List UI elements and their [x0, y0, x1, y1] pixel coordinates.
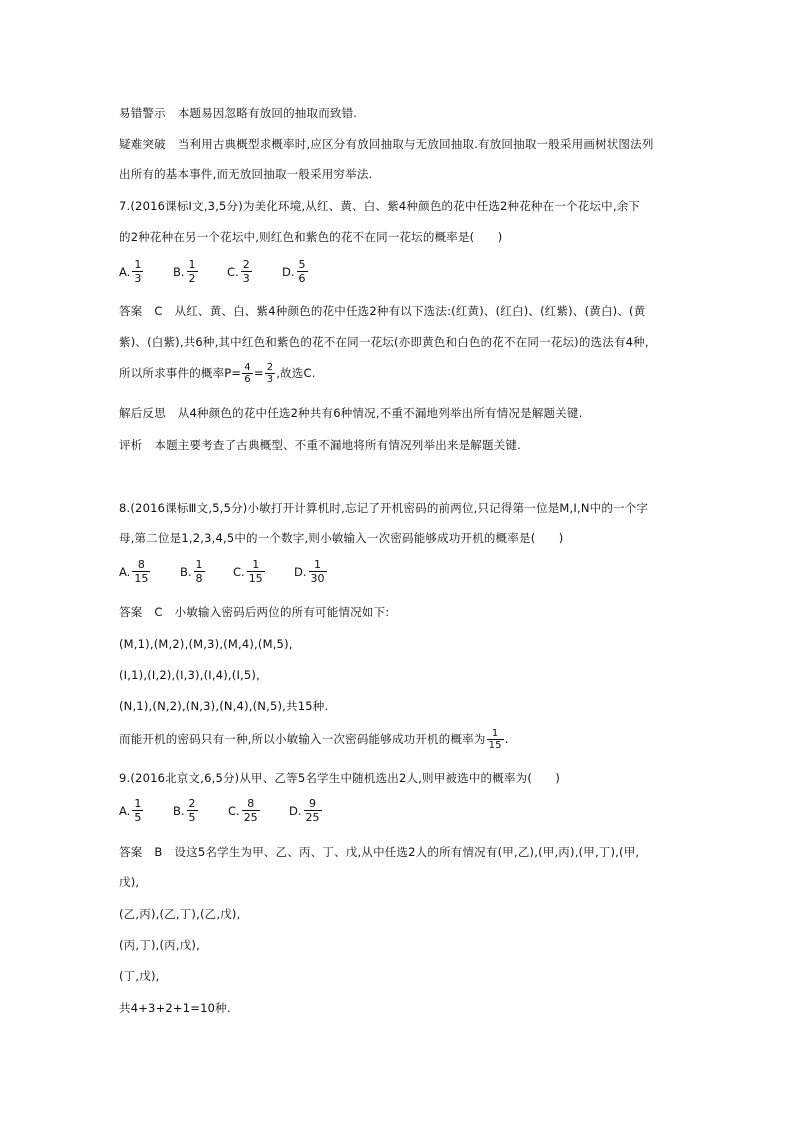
warning-text: 本题易因忽略有放回的抽取而致错.: [177, 106, 358, 120]
q9-list-line-1: [119, 906, 240, 922]
q8-final-line: [119, 728, 509, 751]
q9-answer-text-2: 戊),: [119, 875, 140, 889]
q8-stem-line-1: [119, 500, 648, 516]
q8-final-post: .: [504, 732, 509, 746]
q9-stem-line: [119, 770, 560, 786]
q7-answer-line-1: [119, 303, 645, 319]
q9-total: 共4+3+2+1=10种.: [119, 1001, 231, 1015]
q7-answer-text-3-post: ,故选C.: [276, 366, 316, 380]
breakthrough-line-2: [119, 166, 372, 182]
q8-stem-2: 母,第二位是1,2,3,4,5中的一个数字,则小敏输入一次密码能够成功开机的概率是( ): [119, 531, 564, 545]
q8-stem-1: 8.(2016课标Ⅲ文,5,5分)小敏打开计算机时,忘记了开机密码的前两位,只记得第一位是M,I,N中的一个字: [119, 501, 649, 515]
q7-option-d: D. $\frac{5}{6}$: [282, 258, 306, 285]
q8-list-line-2: [119, 667, 260, 683]
q9-total-line: [119, 1000, 231, 1016]
q7-answer-text-1: 从红、黄、白、紫4种颜色的花中任选2种有以下选法:(红黄)、(红白)、(红紫)、(黄白)、(黄: [174, 304, 646, 318]
q9-stem: 9.(2016北京文,6,5分)从甲、乙等5名学生中随机选出2人,则甲被选中的概率为( ): [119, 771, 561, 785]
q8-option-b: B. $\frac{1}{8}$: [180, 558, 203, 585]
breakthrough-text-1: 当利用古典概型求概率时,应区分有放回抽取与无放回抽取.有放回抽取一般采用画树状图法列: [177, 137, 654, 151]
breakthrough-label: 疑难突破: [119, 137, 166, 151]
q9-option-d: D. $\frac{9}{25}$: [289, 797, 320, 824]
q8-answer-letter: C: [154, 605, 163, 619]
q7-equals: =: [253, 366, 264, 380]
q7-option-c: C. $\frac{2}{3}$: [227, 258, 250, 285]
breakthrough-line-1: [119, 136, 654, 152]
q8-stem-line-2: [119, 530, 564, 546]
q9-option-b: B. $\frac{2}{5}$: [173, 797, 196, 824]
warning-label: 易错警示: [119, 106, 166, 120]
q7-answer-text-2: 紫)、(白紫),共6种,其中红色和紫色的花不在同一花坛(亦即黄色和白色的花不在同一花坛)的选法有4种,: [119, 335, 649, 349]
q9-list-line-2: [119, 937, 200, 953]
q8-option-d: D. $\frac{1}{30}$: [294, 558, 325, 585]
q8-answer-line-1: [119, 604, 389, 620]
q8-answer-text-1: 小敏输入密码后两位的所有可能情况如下:: [174, 605, 390, 619]
q8-final-pre: 而能开机的密码只有一种,所以小敏输入一次密码能够成功开机的概率为: [119, 732, 486, 746]
q8-final-fraction: $\frac{1}{15}$: [488, 728, 502, 751]
q9-answer-line-1: [119, 844, 639, 860]
q7-comment-line: [119, 437, 521, 453]
q7-answer-letter: C: [154, 304, 163, 318]
q7-answer-text-3-pre: 所以所求事件的概率P=: [119, 366, 242, 380]
q8-list-line-1: [119, 636, 293, 652]
q8-option-c: C. $\frac{1}{15}$: [233, 558, 263, 585]
q9-option-c: C. $\frac{8}{25}$: [228, 797, 258, 824]
q9-list-3: (丁,戊),: [119, 969, 160, 983]
q9-answer-label: 答案: [119, 845, 143, 859]
q9-list-1: (乙,丙),(乙,丁),(乙,戊),: [119, 907, 241, 921]
q9-list-line-3: [119, 968, 159, 984]
q7-answer-line-2: [119, 334, 649, 350]
q7-fraction-4-6: $\frac{4}{6}$: [244, 362, 251, 385]
warning-line: [119, 105, 357, 121]
q7-comment-text: 本题主要考查了古典概型、不重不漏地将所有情况列举出来是解题关键.: [154, 438, 521, 452]
q9-list-2: (丙,丁),(丙,戊),: [119, 938, 200, 952]
q8-list-1: (M,1),(M,2),(M,3),(M,4),(M,5),: [119, 637, 293, 651]
q7-answer-line-3: [119, 362, 316, 385]
q8-answer-label: 答案: [119, 605, 143, 619]
q7-answer-label: 答案: [119, 304, 143, 318]
breakthrough-text-2: 出所有的基本事件,而无放回抽取一般采用穷举法.: [119, 167, 373, 181]
q7-stem-1: 7.(2016课标Ⅰ文,3,5分)为美化环境,从红、黄、白、紫4种颜色的花中任选2种花种在一个花坛中,余下: [119, 199, 641, 213]
q7-reflection-text: 从4种颜色的花中任选2种共有6种情况,不重不漏地列举出所有情况是解题关键.: [177, 406, 583, 420]
q8-list-3: (N,1),(N,2),(N,3),(N,4),(N,5),共15种.: [119, 699, 329, 713]
q8-list-line-3: [119, 698, 328, 714]
q7-comment-label: 评析: [119, 438, 143, 452]
q9-answer-letter: B: [154, 845, 163, 859]
q9-answer-text-1: 设这5名学生为甲、乙、丙、丁、戊,从中任选2人的所有情况有(甲,乙),(甲,丙),(甲,丁),(甲,: [174, 845, 640, 859]
q7-reflection-label: 解后反思: [119, 406, 166, 420]
q7-reflection-line: [119, 405, 582, 421]
q8-list-2: (I,1),(I,2),(I,3),(I,4),(I,5),: [119, 668, 260, 682]
q9-option-a: A. $\frac{1}{5}$: [119, 797, 142, 824]
q7-stem-2: 的2种花种在另一个花坛中,则红色和紫色的花不在同一花坛的概率是( ): [119, 230, 503, 244]
q7-option-a: A. $\frac{1}{3}$: [119, 258, 142, 285]
q7-fraction-2-3: $\frac{2}{3}$: [266, 362, 274, 385]
q9-answer-line-2: [119, 874, 139, 890]
q8-option-a: A. $\frac{8}{15}$: [119, 558, 149, 585]
q7-stem-line-2: [119, 229, 502, 245]
q7-stem-line-1: [119, 198, 640, 214]
q7-option-b: B. $\frac{1}{2}$: [173, 258, 196, 285]
